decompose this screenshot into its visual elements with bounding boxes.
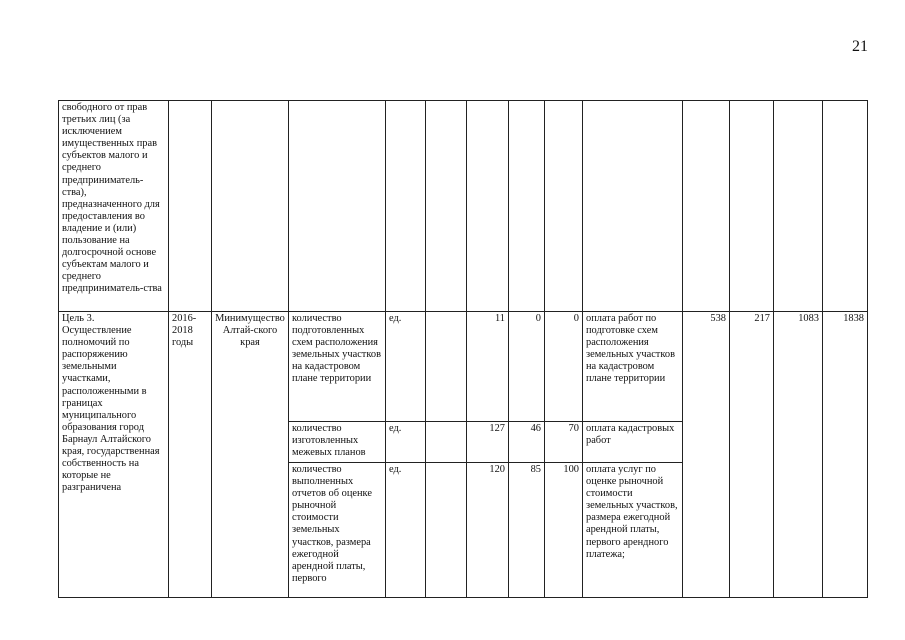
empty-cell bbox=[289, 101, 386, 312]
goal-cell bbox=[59, 312, 169, 598]
indicator-text: количество подготовленных схем расположения земельных участков на кадастровом плане территории bbox=[292, 313, 381, 385]
program-table bbox=[58, 100, 868, 598]
empty-cell bbox=[386, 101, 426, 312]
value-text: 46 bbox=[530, 423, 541, 434]
financing-cell bbox=[683, 312, 730, 598]
value-text: 11 bbox=[494, 313, 505, 324]
financing-total-cell bbox=[823, 312, 868, 598]
empty-cell bbox=[509, 101, 545, 312]
empty-cell bbox=[774, 101, 823, 312]
unit-cell bbox=[386, 422, 426, 463]
value-text: 0 bbox=[535, 313, 541, 324]
value-text: 70 bbox=[568, 423, 579, 434]
unit-text: ед. bbox=[389, 423, 402, 434]
unit-cell bbox=[386, 463, 426, 598]
value-cell bbox=[426, 312, 467, 422]
activity-cell bbox=[583, 463, 683, 598]
continued-row bbox=[59, 101, 868, 312]
value-cell bbox=[426, 463, 467, 598]
value-cell bbox=[545, 312, 583, 422]
value-cell bbox=[426, 422, 467, 463]
executor-text: Минимущество Алтай-ского края bbox=[215, 313, 285, 349]
value-text: 85 bbox=[530, 464, 541, 475]
empty-cell bbox=[730, 101, 774, 312]
page-number: 21 bbox=[852, 38, 868, 55]
value-text: 120 bbox=[489, 464, 505, 475]
activity-cell bbox=[583, 312, 683, 422]
financing-value: 1083 bbox=[798, 313, 819, 324]
financing-cell bbox=[730, 312, 774, 598]
unit-cell bbox=[386, 312, 426, 422]
financing-total-value: 1838 bbox=[843, 313, 864, 324]
empty-cell bbox=[683, 101, 730, 312]
unit-text: ед. bbox=[389, 464, 402, 475]
value-cell bbox=[509, 463, 545, 598]
indicator-cell bbox=[289, 312, 386, 422]
activity-cell bbox=[583, 422, 683, 463]
empty-cell bbox=[467, 101, 509, 312]
financing-cell bbox=[774, 312, 823, 598]
financing-value: 538 bbox=[710, 313, 726, 324]
empty-cell bbox=[212, 101, 289, 312]
value-cell bbox=[467, 463, 509, 598]
indicator-cell bbox=[289, 463, 386, 598]
value-cell bbox=[545, 463, 583, 598]
period-cell bbox=[169, 312, 212, 598]
value-cell bbox=[545, 422, 583, 463]
indicator-text: количество выполненных отчетов об оценке рыночной стоимости земельных участков, размера ежегодной арендной платы, первого bbox=[292, 464, 372, 584]
value-text: 0 bbox=[573, 313, 579, 324]
activity-text: оплата работ по подготовке схем расположения земельных участков на кадастровом плане территории bbox=[586, 313, 675, 385]
goal-text: Цель 3. Осуществление полномочий по распоряжению земельными участками, расположенными в границах муниципального образования город Барнаул Алтайского края, государственная собственность на которые не разграничена bbox=[62, 313, 160, 494]
value-cell bbox=[467, 312, 509, 422]
value-cell bbox=[467, 422, 509, 463]
value-cell bbox=[509, 422, 545, 463]
empty-cell bbox=[583, 101, 683, 312]
continued-objective-text: свободного от прав третьих лиц (за исключением имущественных прав субъектов малого и среднего предприниматель-ства), предназначенного для предоставления во владение и (или) пользование на долгосрочной основе субъектам малого и среднего предприниматель-ства bbox=[62, 102, 162, 295]
period-text: 2016-2018 годы bbox=[172, 313, 197, 349]
empty-cell bbox=[426, 101, 467, 312]
executor-cell bbox=[212, 312, 289, 598]
empty-cell bbox=[545, 101, 583, 312]
indicator-cell bbox=[289, 422, 386, 463]
table-row bbox=[59, 312, 868, 422]
empty-cell bbox=[823, 101, 868, 312]
value-text: 127 bbox=[489, 423, 505, 434]
activity-text: оплата кадастровых работ bbox=[586, 423, 675, 447]
financing-value: 217 bbox=[754, 313, 770, 324]
value-cell bbox=[509, 312, 545, 422]
indicator-text: количество изготовленных межевых планов bbox=[292, 423, 366, 459]
activity-text: оплата услуг по оценке рыночной стоимости земельных участков, размера ежегодной арендной платы, первого арендного платежа; bbox=[586, 464, 678, 560]
value-text: 100 bbox=[563, 464, 579, 475]
unit-text: ед. bbox=[389, 313, 402, 324]
empty-cell bbox=[169, 101, 212, 312]
continued-objective-cell bbox=[59, 101, 169, 312]
